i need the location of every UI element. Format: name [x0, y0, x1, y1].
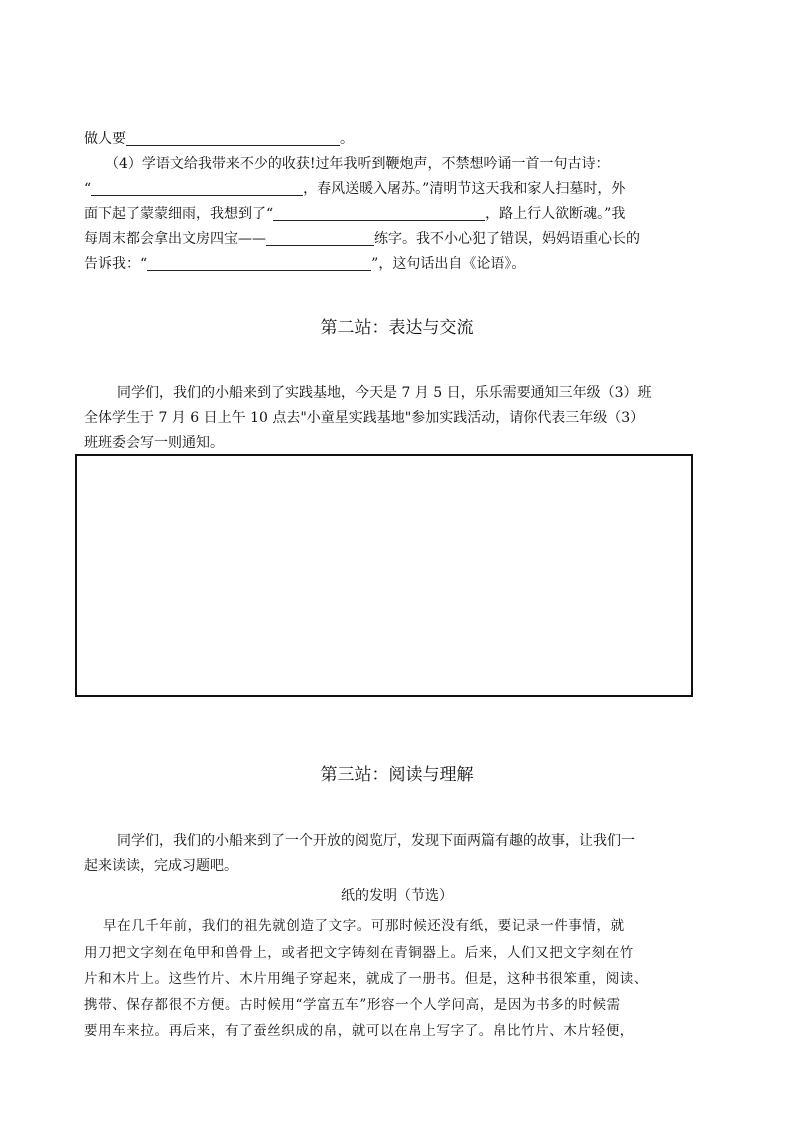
line6-text-b: ”，这句话出自《论语》。 — [371, 256, 526, 272]
line1-text-b: 。 — [340, 131, 354, 147]
line3-text-b: ，春风送暖入屠苏。”清明节这天我和家人扫墓时，外 — [303, 181, 626, 197]
answer-blank-4[interactable] — [266, 231, 374, 246]
fill-line-2 — [105, 155, 610, 173]
fill-line-1 — [84, 130, 354, 148]
section2-para-line-1: 同学们，我们的小船来到了实践基地，今天是 7 月 5 日，乐乐需要通知三年级（3）班 — [117, 385, 652, 401]
line3-text-a: “ — [84, 181, 92, 197]
fill-line-3 — [84, 180, 625, 198]
story-line: 早在几千年前，我们的祖先就创造了文字。可那时候还没有纸，要记录一件事情，就 — [103, 918, 625, 934]
section2-para-line-2: 全体学生于 7 月 6 日上午 10 点去"小童星实践基地"参加实践活动，请你代表三年级（3） — [84, 410, 645, 426]
answer-blank-5[interactable] — [147, 256, 371, 271]
section3-title: 第三站：阅读与理解 — [320, 765, 474, 785]
notice-answer-box[interactable] — [75, 454, 693, 697]
fill-line-4 — [84, 205, 625, 223]
section2-title: 第二站：表达与交流 — [320, 318, 474, 338]
line4-text-a: 面下起了蒙蒙细雨，我想到了“ — [84, 206, 274, 222]
line5-text-b: 练字。我不小心犯了错误，妈妈语重心长的 — [374, 231, 640, 247]
story-line: 携带、保存都很不方便。古时候用“学富五车”形容一个人学问高，是因为书多的时候需 — [84, 997, 621, 1013]
section2-para-line-3: 班班委会写一则通知。 — [84, 435, 224, 451]
answer-blank-3[interactable] — [273, 206, 485, 221]
story-line: 用刀把文字刻在龟甲和兽骨上，或者把文字铸刻在青铜器上。后来，人们又把文字刻在竹 — [84, 945, 634, 961]
story-line: 要用车来拉。再后来，有了蚕丝织成的帛，就可以在帛上写字了。帛比竹片、木片轻便， — [84, 1023, 634, 1039]
story-line: 片和木片上。这些竹片、木片用绳子穿起来，就成了一册书。但是，这种书很笨重，阅读、 — [84, 971, 648, 987]
fill-line-6 — [84, 255, 525, 273]
line2-text: （4）学语文给我带来不少的收获!过年我听到鞭炮声，不禁想吟诵一首一句古诗： — [105, 156, 610, 172]
answer-blank-2[interactable] — [91, 181, 303, 196]
section3-para-line-1: 同学们，我们的小船来到了一个开放的阅览厅，发现下面两篇有趣的故事，让我们一 — [117, 833, 635, 849]
fill-line-5 — [84, 230, 640, 248]
line5-text-a: 每周末都会拿出文房四宝—— — [84, 231, 266, 247]
story-title: 纸的发明（节选） — [341, 888, 453, 904]
line4-text-b: ，路上行人欲断魂。”我 — [485, 206, 626, 222]
answer-blank-1[interactable] — [126, 131, 340, 146]
line1-text-a: 做人要 — [84, 131, 126, 147]
line6-text-a: 告诉我：“ — [84, 256, 148, 272]
section3-para-line-2: 起来读读，完成习题吧。 — [84, 858, 238, 874]
